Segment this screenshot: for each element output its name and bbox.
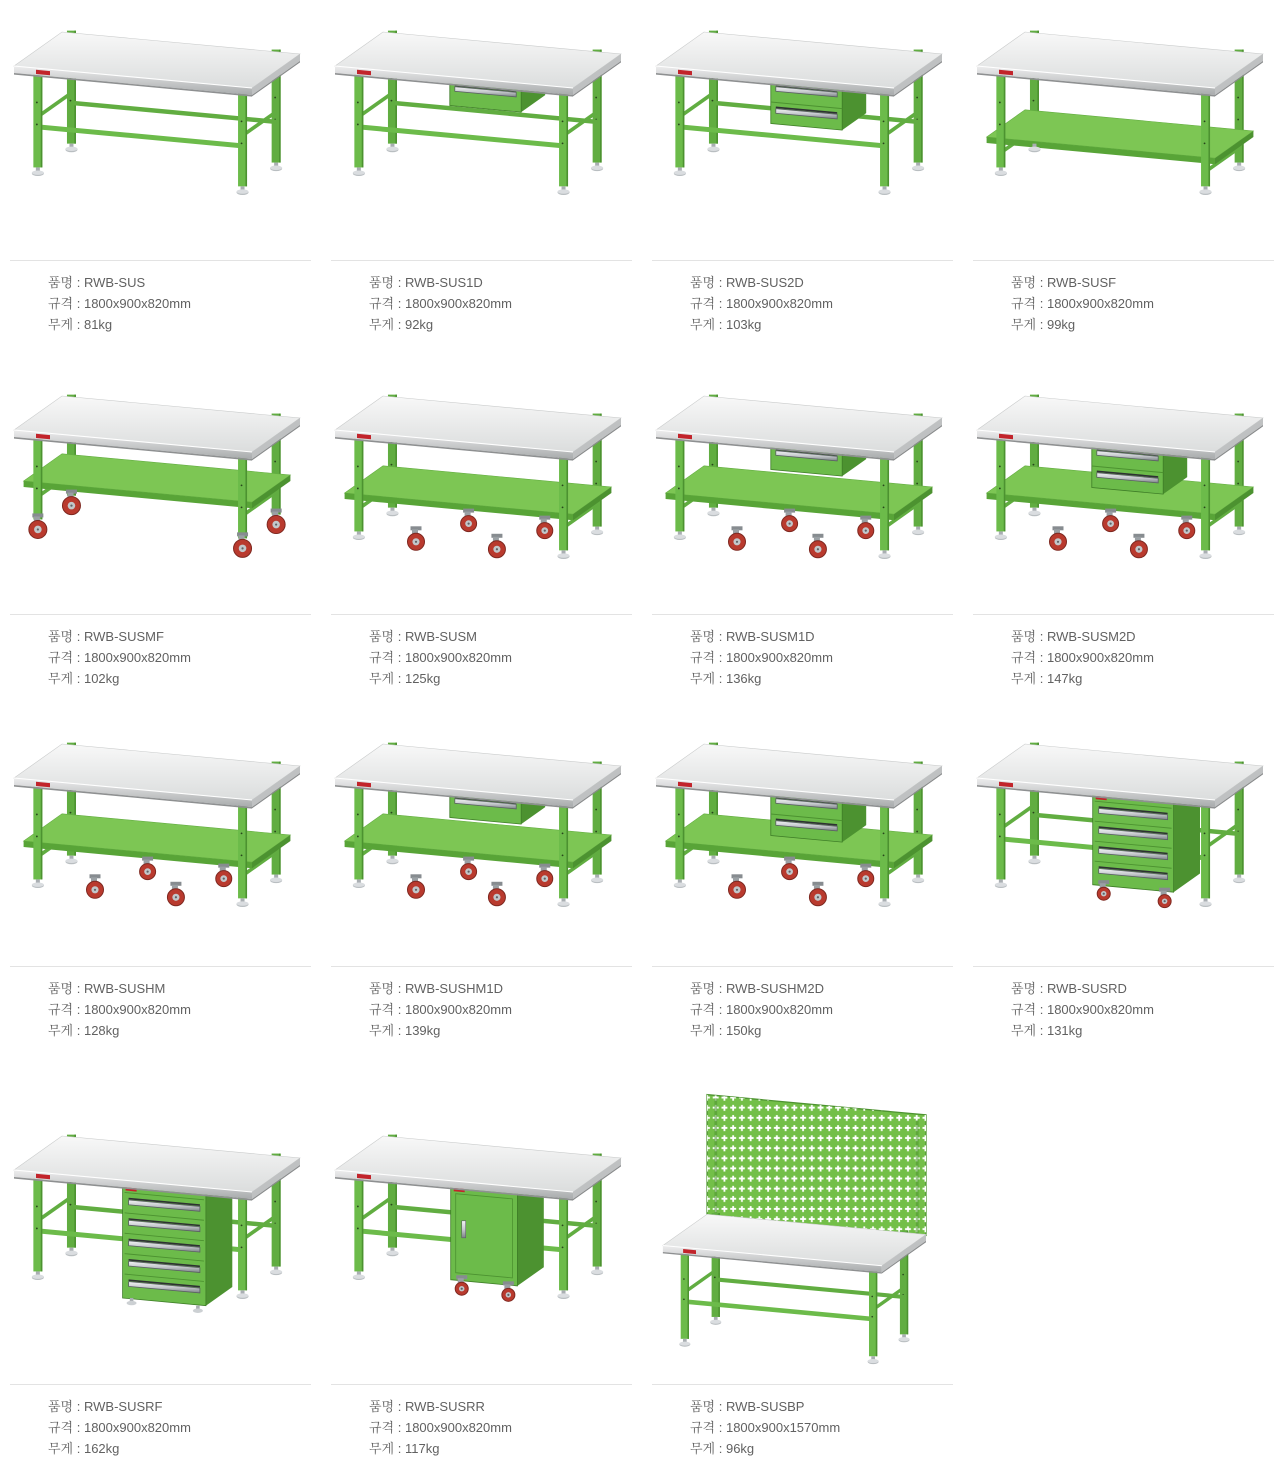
product-card [642, 714, 963, 1066]
field-label-weight: 무게 [1011, 671, 1037, 686]
product-info [10, 966, 311, 1066]
workbench-illustration [963, 0, 1284, 260]
separator: : [1036, 650, 1047, 665]
product-weight: 81kg [83, 317, 113, 332]
field-label-name: 품명 [1011, 275, 1037, 290]
field-label-weight: 무게 [48, 1441, 74, 1456]
separator: : [73, 629, 84, 644]
field-label-spec: 규격 [690, 296, 716, 311]
product-spec-line [1011, 293, 1274, 314]
product-weight: 162kg [83, 1441, 120, 1456]
field-label-name: 품명 [1011, 629, 1037, 644]
separator: : [1036, 629, 1047, 644]
product-weight: 136kg [725, 671, 762, 686]
separator: : [394, 1002, 405, 1017]
field-label-spec: 규격 [369, 296, 395, 311]
product-weight-line [1011, 1020, 1274, 1041]
product-spec: 1800x900x820mm [404, 1420, 512, 1435]
separator: : [73, 1420, 84, 1435]
product-weight-line [690, 668, 953, 689]
product-name: RWB-SUS [83, 275, 146, 290]
separator: : [73, 275, 84, 290]
product-name-line [369, 626, 632, 647]
product-card [642, 366, 963, 714]
product-name-line [48, 272, 311, 293]
product-info [331, 1384, 632, 1484]
product-weight: 99kg [1046, 317, 1076, 332]
product-image[interactable] [321, 366, 642, 614]
product-weight-line [48, 1020, 311, 1041]
workbench-illustration [963, 366, 1284, 614]
field-label-spec: 규격 [369, 650, 395, 665]
product-image[interactable] [0, 0, 321, 260]
product-card [963, 366, 1284, 714]
product-name: RWB-SUSHM [83, 981, 166, 996]
product-info [973, 966, 1274, 1066]
separator: : [394, 317, 405, 332]
product-info [10, 260, 311, 366]
product-card [321, 1066, 642, 1484]
product-image[interactable] [0, 366, 321, 614]
field-label-spec: 규격 [1011, 1002, 1037, 1017]
field-label-weight: 무게 [369, 1441, 395, 1456]
field-label-weight: 무게 [690, 1023, 716, 1038]
product-weight: 117kg [404, 1441, 440, 1456]
product-card [0, 1066, 321, 1484]
product-weight-line [369, 314, 632, 335]
product-weight: 128kg [83, 1023, 120, 1038]
product-info [652, 1384, 953, 1484]
field-label-weight: 무게 [369, 671, 395, 686]
product-name-line [690, 978, 953, 999]
field-label-name: 품명 [690, 629, 716, 644]
separator: : [715, 650, 726, 665]
product-spec-line [369, 999, 632, 1020]
workbench-illustration [321, 0, 642, 260]
product-spec-line [48, 647, 311, 668]
product-spec-line [690, 293, 953, 314]
product-card [642, 1066, 963, 1484]
field-label-spec: 규격 [48, 296, 74, 311]
workbench-illustration [963, 714, 1284, 966]
product-card [321, 0, 642, 366]
field-label-spec: 규격 [690, 650, 716, 665]
product-image[interactable] [963, 714, 1284, 966]
product-info [10, 1384, 311, 1484]
product-spec-line [48, 999, 311, 1020]
separator: : [715, 1441, 726, 1456]
product-spec: 1800x900x820mm [1046, 296, 1154, 311]
product-info [331, 966, 632, 1066]
workbench-illustration [642, 1066, 963, 1384]
field-label-weight: 무게 [690, 671, 716, 686]
product-info [331, 614, 632, 714]
workbench-illustration [0, 714, 321, 966]
separator: : [73, 1023, 84, 1038]
field-label-weight: 무게 [48, 317, 74, 332]
field-label-name: 품명 [369, 275, 395, 290]
product-spec: 1800x900x1570mm [725, 1420, 841, 1435]
product-spec: 1800x900x820mm [404, 650, 512, 665]
product-name: RWB-SUSMF [83, 629, 164, 644]
field-label-weight: 무게 [369, 1023, 395, 1038]
separator: : [394, 629, 405, 644]
separator: : [1036, 1023, 1047, 1038]
product-weight: 131kg [1046, 1023, 1083, 1038]
separator: : [1036, 671, 1047, 686]
field-label-weight: 무게 [369, 317, 395, 332]
workbench-illustration [642, 366, 963, 614]
product-weight-line [1011, 668, 1274, 689]
field-label-weight: 무게 [48, 1023, 74, 1038]
product-image[interactable] [642, 366, 963, 614]
product-info [973, 260, 1274, 366]
field-label-name: 품명 [48, 981, 74, 996]
product-spec-line [48, 293, 311, 314]
separator: : [394, 1399, 405, 1414]
separator: : [73, 981, 84, 996]
separator: : [73, 1002, 84, 1017]
product-weight-line [369, 1438, 632, 1459]
field-label-weight: 무게 [690, 317, 716, 332]
field-label-weight: 무게 [690, 1441, 716, 1456]
field-label-weight: 무게 [1011, 317, 1037, 332]
separator: : [394, 296, 405, 311]
product-weight-line [48, 1438, 311, 1459]
field-label-spec: 규격 [369, 1002, 395, 1017]
product-name-line [690, 272, 953, 293]
product-weight-line [369, 668, 632, 689]
product-spec-line [1011, 999, 1274, 1020]
product-image[interactable] [642, 714, 963, 966]
separator: : [715, 296, 726, 311]
product-name: RWB-SUS1D [404, 275, 483, 290]
product-spec: 1800x900x820mm [83, 296, 191, 311]
product-name-line [48, 626, 311, 647]
separator: : [1036, 275, 1047, 290]
product-image[interactable] [963, 0, 1284, 260]
product-weight-line [690, 314, 953, 335]
product-weight: 96kg [725, 1441, 755, 1456]
product-name: RWB-SUSM [404, 629, 477, 644]
field-label-spec: 규격 [690, 1002, 716, 1017]
separator: : [715, 275, 726, 290]
workbench-illustration [321, 1066, 642, 1384]
product-spec: 1800x900x820mm [83, 1420, 191, 1435]
separator: : [715, 671, 726, 686]
product-image[interactable] [963, 366, 1284, 614]
product-weight-line [690, 1438, 953, 1459]
product-spec: 1800x900x820mm [404, 1002, 512, 1017]
separator: : [394, 1023, 405, 1038]
product-weight: 147kg [1046, 671, 1083, 686]
product-info [10, 614, 311, 714]
product-name-line [48, 1396, 311, 1417]
product-name-line [48, 978, 311, 999]
workbench-illustration [0, 366, 321, 614]
product-image[interactable] [321, 0, 642, 260]
product-weight: 102kg [83, 671, 120, 686]
product-card [963, 0, 1284, 366]
product-spec-line [369, 1417, 632, 1438]
product-name-line [369, 1396, 632, 1417]
separator: : [1036, 1002, 1047, 1017]
separator: : [715, 317, 726, 332]
product-weight-line [1011, 314, 1274, 335]
product-card [0, 366, 321, 714]
separator: : [715, 629, 726, 644]
product-weight: 125kg [404, 671, 441, 686]
workbench-illustration [0, 1066, 321, 1384]
product-name: RWB-SUSM2D [1046, 629, 1136, 644]
product-name: RWB-SUSF [1046, 275, 1117, 290]
product-card [0, 0, 321, 366]
product-spec: 1800x900x820mm [83, 1002, 191, 1017]
product-spec-line [690, 1417, 953, 1438]
product-name-line [1011, 978, 1274, 999]
product-weight-line [690, 1020, 953, 1041]
separator: : [73, 671, 84, 686]
product-name: RWB-SUSM1D [725, 629, 815, 644]
product-name-line [1011, 626, 1274, 647]
product-spec: 1800x900x820mm [83, 650, 191, 665]
product-spec: 1800x900x820mm [725, 650, 833, 665]
separator: : [394, 1441, 405, 1456]
separator: : [394, 1420, 405, 1435]
product-name: RWB-SUS2D [725, 275, 804, 290]
separator: : [715, 1002, 726, 1017]
field-label-name: 품명 [690, 1399, 716, 1414]
separator: : [394, 981, 405, 996]
product-spec-line [690, 647, 953, 668]
separator: : [73, 317, 84, 332]
field-label-spec: 규격 [1011, 296, 1037, 311]
product-image[interactable] [321, 1066, 642, 1384]
product-name-line [690, 626, 953, 647]
product-spec: 1800x900x820mm [1046, 650, 1154, 665]
separator: : [715, 1399, 726, 1414]
field-label-weight: 무게 [1011, 1023, 1037, 1038]
separator: : [715, 1420, 726, 1435]
field-label-spec: 규격 [48, 1002, 74, 1017]
product-name-line [1011, 272, 1274, 293]
field-label-name: 품명 [48, 1399, 74, 1414]
product-card [963, 714, 1284, 1066]
workbench-illustration [321, 366, 642, 614]
product-image[interactable] [321, 714, 642, 966]
product-image[interactable] [642, 1066, 963, 1384]
product-weight: 92kg [404, 317, 434, 332]
field-label-name: 품명 [690, 981, 716, 996]
product-name: RWB-SUSHM1D [404, 981, 503, 996]
product-info [652, 614, 953, 714]
separator: : [73, 1441, 84, 1456]
workbench-illustration [0, 0, 321, 260]
field-label-spec: 규격 [48, 650, 74, 665]
field-label-name: 품명 [369, 629, 395, 644]
product-spec-line [1011, 647, 1274, 668]
product-weight-line [369, 1020, 632, 1041]
product-card [642, 0, 963, 366]
separator: : [715, 981, 726, 996]
separator: : [394, 650, 405, 665]
product-name: RWB-SUSHM2D [725, 981, 824, 996]
separator: : [394, 275, 405, 290]
product-spec: 1800x900x820mm [725, 1002, 833, 1017]
product-image[interactable] [642, 0, 963, 260]
product-name-line [369, 272, 632, 293]
product-spec-line [369, 293, 632, 314]
product-spec-line [369, 647, 632, 668]
field-label-name: 품명 [48, 629, 74, 644]
product-spec: 1800x900x820mm [1046, 1002, 1154, 1017]
field-label-spec: 규격 [1011, 650, 1037, 665]
product-card [0, 714, 321, 1066]
product-card [321, 714, 642, 1066]
separator: : [394, 671, 405, 686]
product-spec: 1800x900x820mm [725, 296, 833, 311]
separator: : [73, 1399, 84, 1414]
product-weight-line [48, 314, 311, 335]
product-weight: 103kg [725, 317, 762, 332]
product-info [973, 614, 1274, 714]
workbench-illustration [321, 714, 642, 966]
product-weight: 139kg [404, 1023, 441, 1038]
product-name: RWB-SUSBP [725, 1399, 805, 1414]
product-name-line [690, 1396, 953, 1417]
separator: : [1036, 981, 1047, 996]
product-image[interactable] [0, 714, 321, 966]
field-label-spec: 규격 [369, 1420, 395, 1435]
product-name: RWB-SUSRF [83, 1399, 163, 1414]
product-spec-line [690, 999, 953, 1020]
product-weight: 150kg [725, 1023, 762, 1038]
separator: : [1036, 317, 1047, 332]
field-label-name: 품명 [690, 275, 716, 290]
field-label-name: 품명 [369, 981, 395, 996]
separator: : [73, 296, 84, 311]
separator: : [73, 650, 84, 665]
product-name-line [369, 978, 632, 999]
product-info [652, 260, 953, 366]
product-info [331, 260, 632, 366]
product-name: RWB-SUSRR [404, 1399, 485, 1414]
product-name: RWB-SUSRD [1046, 981, 1127, 996]
product-info [652, 966, 953, 1066]
field-label-name: 품명 [48, 275, 74, 290]
separator: : [715, 1023, 726, 1038]
product-card [321, 366, 642, 714]
field-label-name: 품명 [369, 1399, 395, 1414]
product-weight-line [48, 668, 311, 689]
product-image[interactable] [0, 1066, 321, 1384]
workbench-illustration [642, 714, 963, 966]
workbench-illustration [642, 0, 963, 260]
field-label-name: 품명 [1011, 981, 1037, 996]
field-label-weight: 무게 [48, 671, 74, 686]
product-spec-line [48, 1417, 311, 1438]
product-spec: 1800x900x820mm [404, 296, 512, 311]
field-label-spec: 규격 [48, 1420, 74, 1435]
separator: : [1036, 296, 1047, 311]
field-label-spec: 규격 [690, 1420, 716, 1435]
